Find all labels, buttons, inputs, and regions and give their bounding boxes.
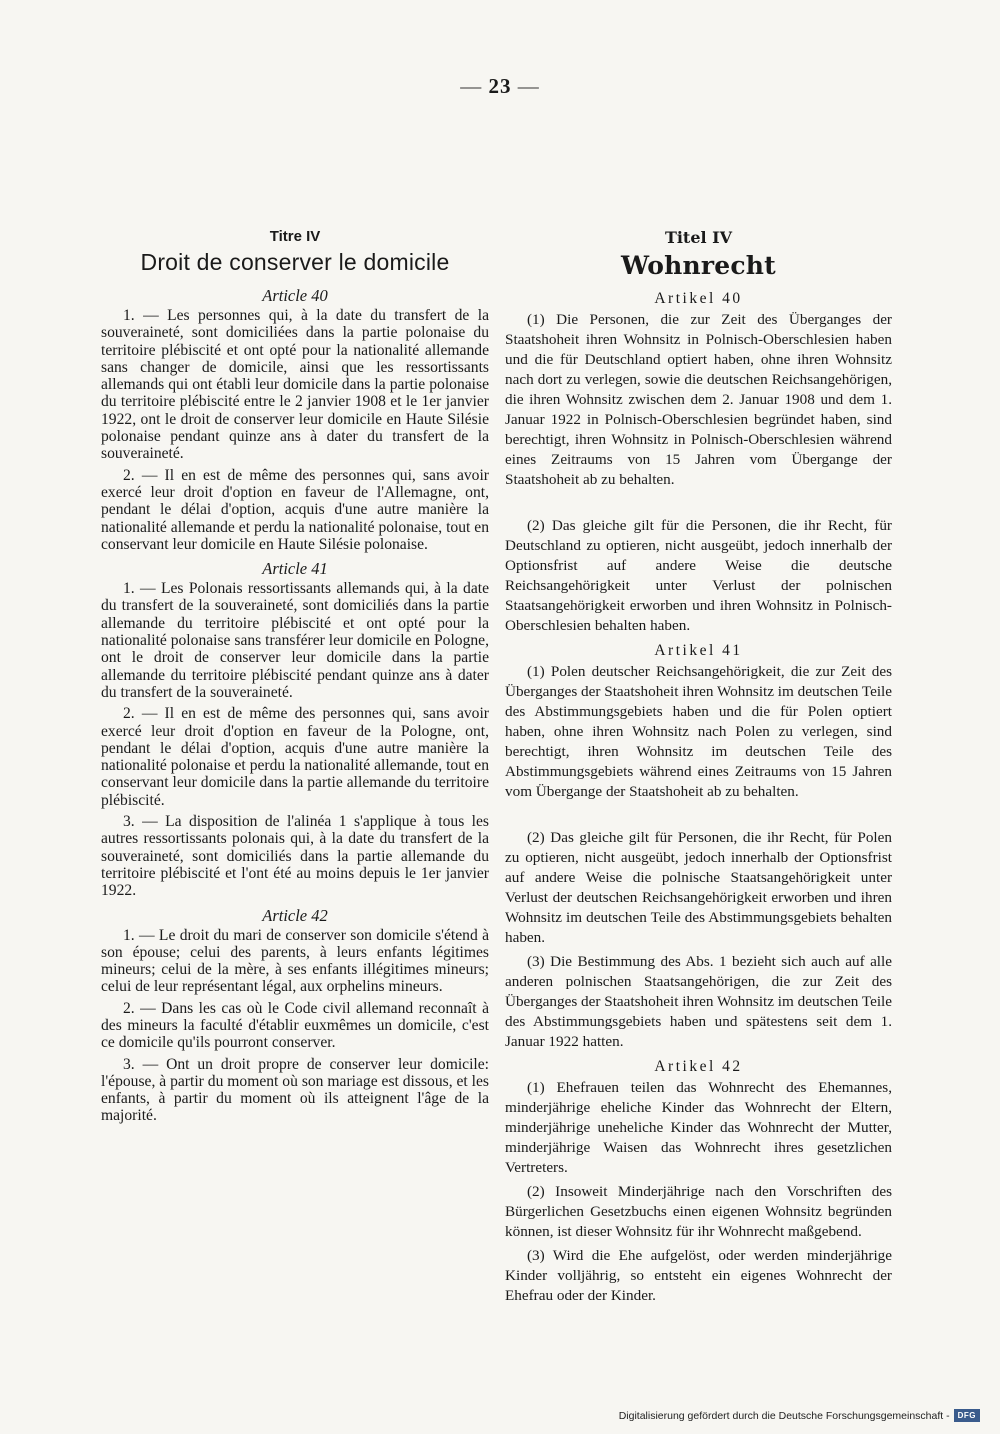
french-article-42-heading: Article 42 (262, 905, 328, 925)
german-artikel-41-para-3: (3) Die Bestimmung des Abs. 1 bezieht sich auch auf alle anderen polnischen Staatsangehörigen, die zur Zeit des Überganges der Staatshoheit ihren Wohnsitz im deutschen Teile des Abstimmungsgebiets haben und spätestens seit dem 1. Januar 1922 hatten. (505, 953, 893, 1050)
german-column (505, 228, 892, 1310)
german-artikel-41-heading: Artikel 41 (654, 642, 743, 659)
french-titre-label: Titre IV (269, 228, 321, 245)
german-artikel-40-para-1: (1) Die Personen, die zur Zeit des Überganges der Staatshoheit ihren Wohnsitz in Polnisch-Oberschlesien haben und die für Deutschland optiert haben, ohne ihren Wohnsitz nach dort zu verlegen, sowie die deutschen Reichsangehörigen, die ihren Wohnsitz zwischen dem 2. Januar 1908 und dem 1. Januar 1922 in Polnisch-Oberschlesien begründet haben, sind berechtigt, ihren Wohnsitz in Polnisch-Oberschlesien während eines Zeitraums von 15 Jahren vom Übergange der Staatshoheit ab zu behalten. (505, 311, 892, 488)
german-artikel-41-para-1: (1) Polen deutscher Reichsangehörigkeit, die zur Zeit des Überganges der Staatshoheit ihren Wohnsitz im deutschen Teile des Abstimmungsgebiets haben und die für Polen optiert haben, ohne ihren Wohnsitz nach Polen zu verlegen, sind berechtigt, ihren Wohnsitz im deutschen Teile des Abstimmungsgebiets während eines Zeitraums von 15 Jahren vom Übergange der Staatshoheit ab zu behalten. (505, 663, 893, 800)
french-article-41-para-2: 2. — Il en est de même des personnes qui, sans avoir exercé leur droit d'option en faveur de la Pologne, ont, pendant le délai d'option, acquis d'une autre manière la nationalité polonaise et perdu la nationalité allemande, tout en conservant leur domicile dans la partie allemande du territoire plébiscité. (101, 705, 489, 809)
french-article-42-para-2: 2. — Dans les cas où le Code civil allemand reconnaît à des mineurs la faculté d'établir euxmêmes un domicile, c'est ce domicile qu'ils pourront conserver. (101, 999, 489, 1052)
page-number: — 23 — (460, 74, 540, 98)
footer-text: Digitalisierung gefördert durch die Deutsche Forschungsgemeinschaft - (618, 1409, 950, 1422)
french-article-42-para-3: 3. — Ont un droit propre de conserver leur domicile: l'épouse, à partir du moment où son mariage est dissous, et les enfants, à partir du moment où ils atteignent l'âge de la majorité. (101, 1055, 489, 1125)
page-number-value: 23 (488, 74, 512, 98)
french-article-41-heading: Article 41 (262, 559, 328, 579)
digitization-footer (619, 1409, 980, 1422)
german-artikel-40-para-2: (2) Das gleiche gilt für die Personen, die ihr Recht, für Deutschland zu optieren, nicht ausgeübt, jedoch innerhalb der Optionsfrist auf andere Weise die deutsche Reichsangehörigkeit unter Verlust der polnischen Staatsangehörigkeit erworben und ihren Wohnsitz in Polnisch-Oberschlesien behalten haben. (505, 517, 892, 634)
dfg-logo: DFG (954, 1409, 980, 1422)
french-article-41-para-3: 3. — La disposition de l'alinéa 1 s'applique à tous les autres ressortissants polonais qui, à la date du transfert de la souveraineté, sont domiciliés dans la partie allemande du territoire plébiscité et l'ont été au moins depuis le 1er janvier 1922. (101, 813, 489, 900)
french-article-40-para-2: 2. — Il en est de même des personnes qui, sans avoir exercé leur droit d'option en faveur de l'Allemagne, ont, pendant le délai d'option, acquis d'une autre manière la nationalité allemande et perdu la nationalité polonaise, tout en conservant leur domicile en Haute Silésie polonaise. (101, 466, 489, 553)
french-article-42-para-1: 1. — Le droit du mari de conserver son domicile s'étend à son épouse; celui des parents, à leurs enfants légitimes mineurs; celui de la mère, à ses enfants illégitimes mineurs; celui de leur représentant légal, aux orphelins mineurs. (101, 926, 489, 996)
german-artikel-42-heading: Artikel 42 (654, 1058, 743, 1075)
german-artikel-42-para-3: (3) Wird die Ehe aufgelöst, oder werden minderjährige Kinder volljährig, so entsteht ein eigenes Wohnrecht der Ehefrau oder der Kinder. (505, 1247, 892, 1304)
german-artikel-42-para-1: (1) Ehefrauen teilen das Wohnrecht des Ehemannes, minderjährige eheliche Kinder das Wohnrecht der Eltern, minderjährige uneheliche Kinder das Wohnrecht der Mutter, minderjährige Waisen das Wohnrecht ihres gesetzlichen Vertreters. (505, 1079, 892, 1176)
french-article-40-heading: Article 40 (262, 286, 328, 305)
french-article-40-para-1: 1. — Les personnes qui, à la date du transfert de la souveraineté, sont domiciliées dans la partie polonaise du territoire plébiscité et ont opté pour la nationalité allemande sans changer de domicile, ainsi que les ressortissants allemands qui ont établi leur domicile dans la partie polonaise du territoire plébiscité entre le 2 janvier 1908 et le 1er janvier 1922, ont le droit de conserver leur domicile en Haute Silésie polonaise pendant quinze ans à dater du transfert de la souveraineté. (101, 307, 489, 463)
german-artikel-41-para-2: (2) Das gleiche gilt für Personen, die ihr Recht, für Polen zu optieren, nicht ausgeübt, jedoch innerhalb der Optionsfrist auf andere Weise die polnische Staatsangehörigkeit unter Verlust der deutschen Reichsangehörigkeit erworben und ihren Wohnsitz im deutschen Teile des Abstimmungsgebiets behalten haben. (505, 829, 892, 946)
french-column (101, 228, 489, 1129)
german-artikel-40-heading: Artikel 40 (654, 290, 743, 307)
french-article-41-para-1: 1. — Les Polonais ressortissants allemands qui, à la date du transfert de la souveraineté, sont domiciliés dans la partie allemande du territoire plébiscité et ont opté pour la nationalité polonaise sans transférer leur domicile en Pologne, ont le droit de conserver leur domicile dans la partie allemande du territoire plébiscité pendant quinze ans à dater du transfert de la souveraineté. (101, 580, 489, 701)
german-artikel-42-para-2: (2) Insoweit Minderjährige nach den Vorschriften des Bürgerlichen Gesetzbuchs einen eigenen Wohnsitz begründen können, ist dieser Wohnsitz für ihr Wohnrecht maßgebend. (505, 1183, 892, 1240)
french-titre-heading: Droit de conserver le domicile (140, 249, 450, 275)
german-titel-label: Titel IV (664, 228, 733, 247)
german-titel-heading: Wohnrecht (621, 251, 776, 280)
